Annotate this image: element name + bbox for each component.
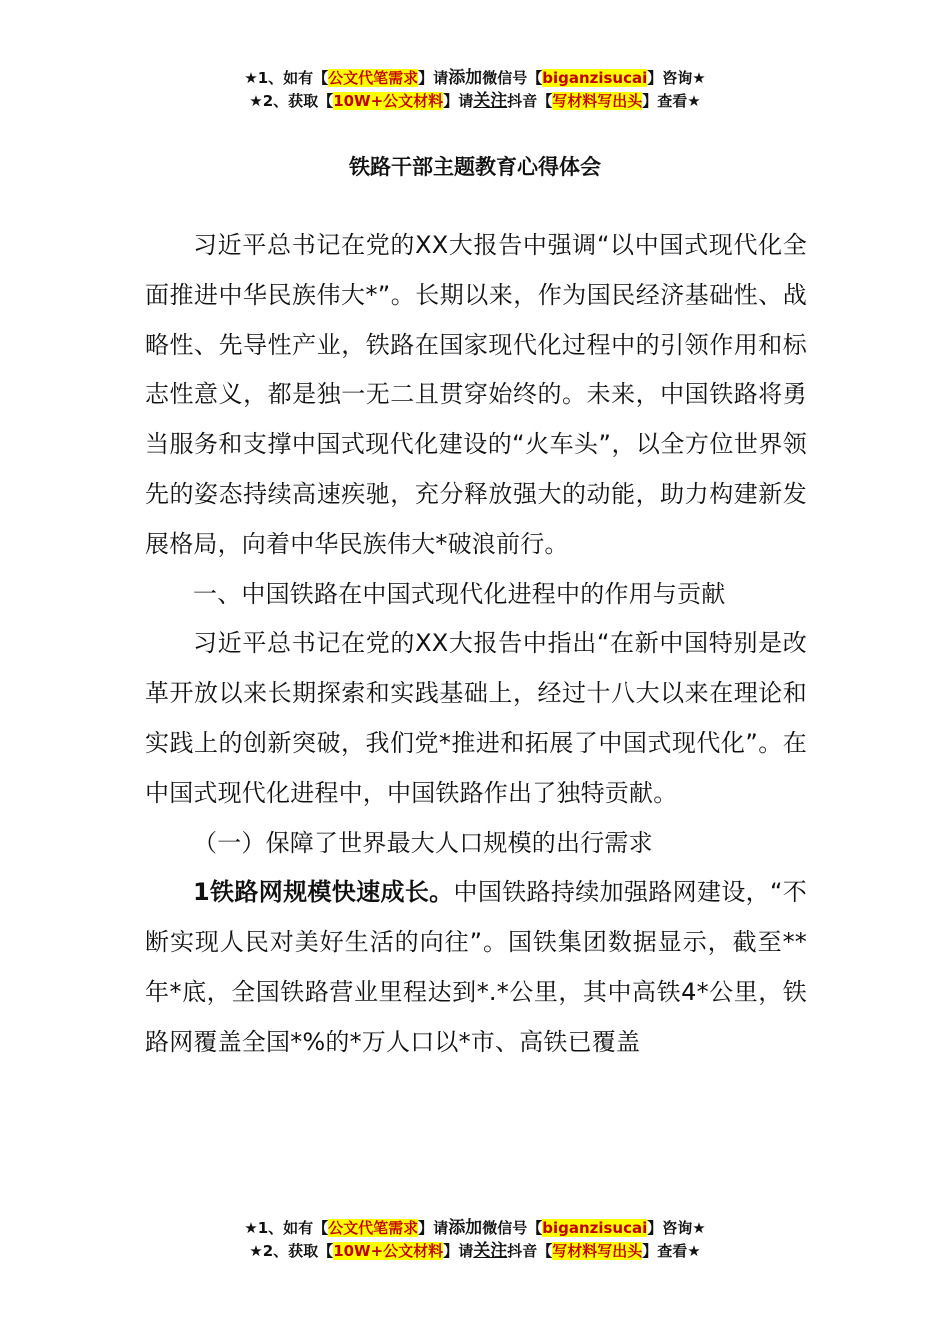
section-heading-1: 一、中国铁路在中国式现代化进程中的作用与贡献 xyxy=(193,579,726,608)
header-banner xyxy=(0,67,950,113)
highlight-materials: 10W+公文材料 xyxy=(333,1242,444,1260)
paragraph-railway-network: 1铁路网规模快速成长。中国铁路持续加强路网建设，“不断实现人民对美好生活的向往”。国铁集团数据显示，截至**年*底，全国铁路营业里程达到*.*公里，其中高铁4*公里，铁路网覆盖全国*%的*万人口以*市、高铁已覆盖 xyxy=(145,878,807,1056)
highlight-wechat-id: biganzisucai xyxy=(542,1219,648,1237)
highlight-douyin: 写材料写出头 xyxy=(552,1242,643,1260)
document-body xyxy=(145,221,807,1068)
banner-line-1: ★1、如有【公文代笔需求】请添加微信号【biganzisucai】咨询★ xyxy=(244,68,706,88)
paragraph-intro: 习近平总书记在党的XX大报告中强调“以中国式现代化全面推进中华民族伟大*”。长期以来，作为国民经济基础性、战略性、先导性产业，铁路在国家现代化过程中的引领作用和标志性意义，都是独一无二且贯穿始终的。未来，中国铁路将勇当服务和支撑中国式现代化建设的“火车头”，以全方位世界领先的姿态持续高速疾驰，充分释放强大的动能，助力构建新发展格局，向着中华民族伟大*破浪前行。 xyxy=(145,231,807,558)
highlight-service: 公文代笔需求 xyxy=(328,69,419,87)
banner-line-1: ★1、如有【公文代笔需求】请添加微信号【biganzisucai】咨询★ xyxy=(244,1218,706,1238)
point-heading: 1铁路网规模快速成长。 xyxy=(193,878,454,907)
footer-banner xyxy=(0,1217,950,1263)
banner-line-2: ★2、获取【10W+公文材料】请关注抖音【写材料写出头】查看★ xyxy=(249,91,701,111)
subsection-heading-1: （一）保障了世界最大人口规模的出行需求 xyxy=(193,828,653,857)
highlight-materials: 10W+公文材料 xyxy=(333,92,444,110)
paragraph-section-1: 习近平总书记在党的XX大报告中指出“在新中国特别是改革开放以来长期探索和实践基础上，经过十八大以来在理论和实践上的创新突破，我们党*推进和拓展了中国式现代化”。在中国式现代化进程中，中国铁路作出了独特贡献。 xyxy=(145,629,807,807)
highlight-service: 公文代笔需求 xyxy=(328,1219,419,1237)
highlight-douyin: 写材料写出头 xyxy=(552,92,643,110)
highlight-wechat-id: biganzisucai xyxy=(542,69,648,87)
banner-line-2: ★2、获取【10W+公文材料】请关注抖音【写材料写出头】查看★ xyxy=(249,1241,701,1261)
document-title: 铁路干部主题教育心得体会 xyxy=(349,155,601,179)
